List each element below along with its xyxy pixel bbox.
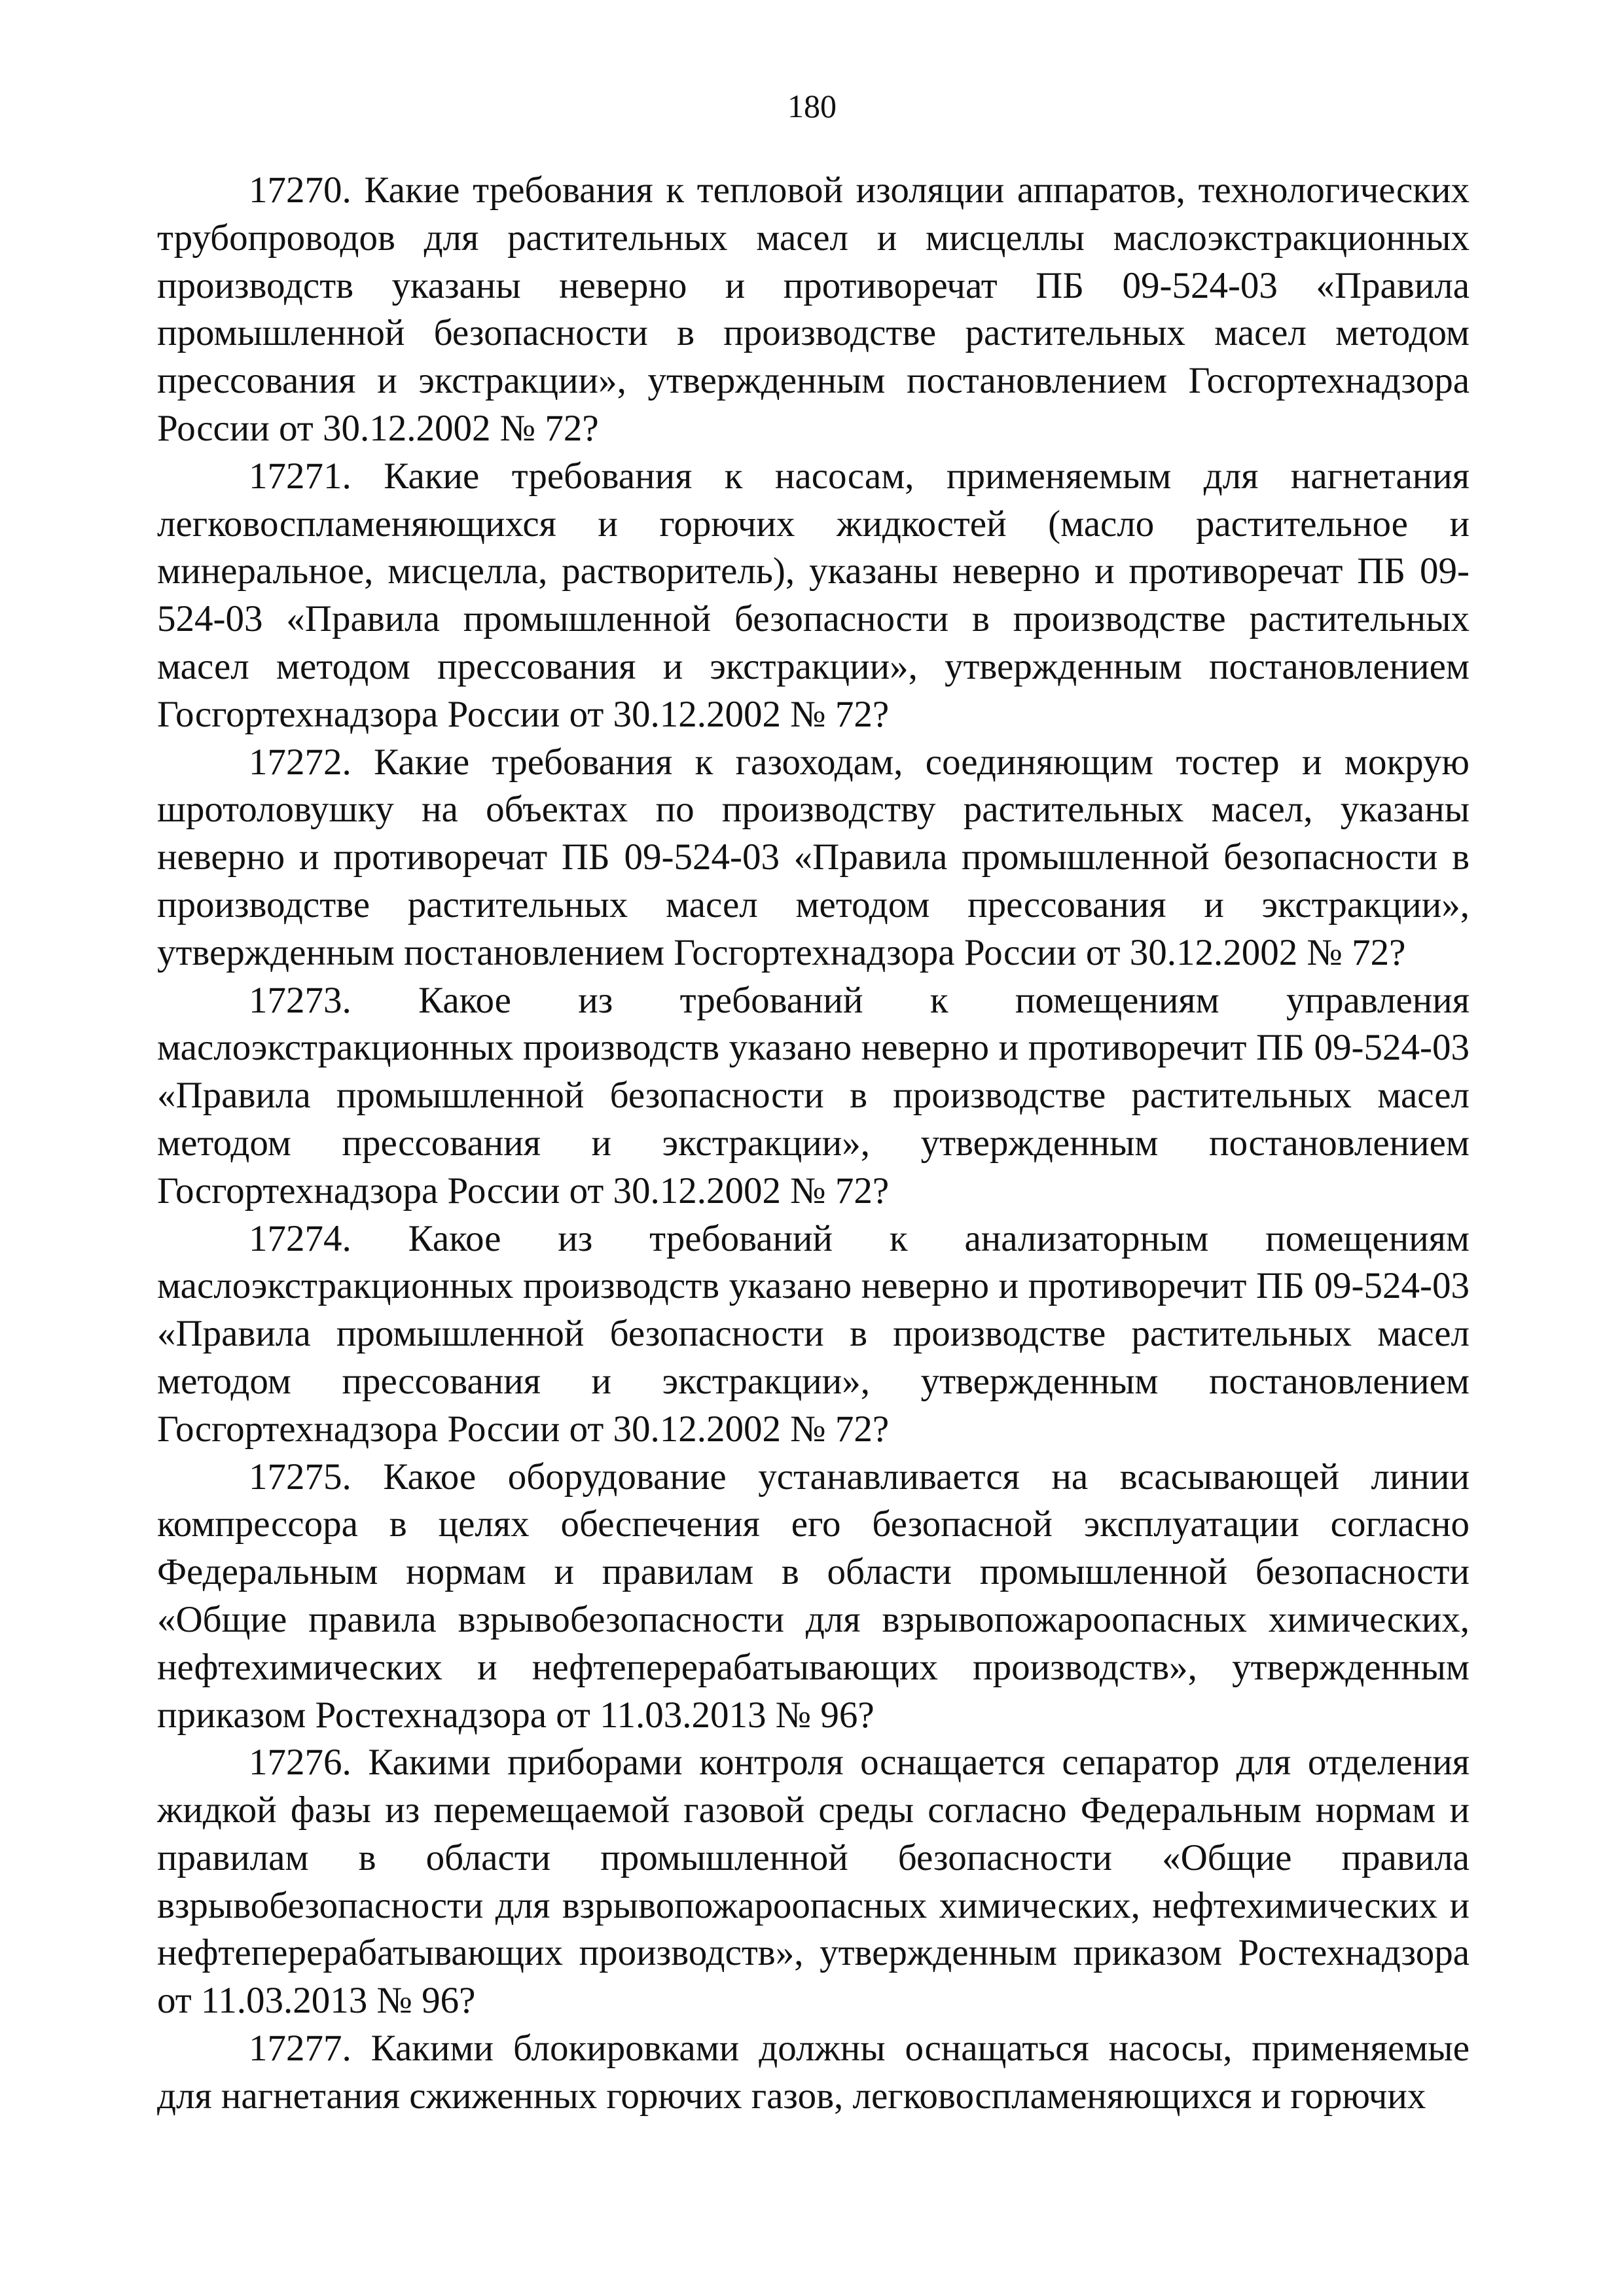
question-17277: 17277. Какими блокировками должны оснащаться насосы, применяемые для нагнетания сжиженных горючих газов, легковоспламеняющихся и горючих [157, 2028, 1470, 2117]
page-number: 180 [787, 88, 837, 124]
question-17271: 17271. Какие требования к насосам, применяемым для нагнетания легковоспламеняющихся и горючих жидкостей (масло растительное и минеральное, мисцелла, растворитель), указаны неверно и противоречат ПБ 09-524-03 «Правила промышленной безопасности в производстве растительных масел методом прессования и экстракции», утвержденным постановлением Госгортехнадзора России от 30.12.2002 № 72? [157, 455, 1470, 735]
question-17273: 17273. Какое из требований к помещениям управления маслоэкстракционных производств указано неверно и противоречит ПБ 09-524-03 «Правила промышленной безопасности в производстве растительных масел методом прессования и экстракции», утвержденным постановлением Госгортехнадзора России от 30.12.2002 № 72? [157, 979, 1470, 1211]
question-17275: 17275. Какое оборудование устанавливается на всасывающей линии компрессора в целях обеспечения его безопасной эксплуатации согласно Федеральным нормам и правилам в области промышленной безопасности «Общие правила взрывобезопасности для взрывопожароопасных химических, нефтехимических и нефтеперерабатывающих производств», утвержденным приказом Ростехнадзора от 11.03.2013 № 96? [157, 1456, 1470, 1736]
question-17270: 17270. Какие требования к тепловой изоляции аппаратов, технологических трубопроводов для растительных масел и мисцеллы маслоэкстракционных производств указаны неверно и противоречат ПБ 09-524-03 «Правила промышленной безопасности в производстве растительных масел методом прессования и экстракции», утвержденным постановлением Госгортехнадзора России от 30.12.2002 № 72? [157, 170, 1470, 449]
question-17276: 17276. Какими приборами контроля оснащается сепаратор для отделения жидкой фазы из перемещаемой газовой среды согласно Федеральным нормам и правилам в области промышленной безопасности «Общие правила взрывобезопасности для взрывопожароопасных химических, нефтехимических и нефтеперерабатывающих производств», утвержденным приказом Ростехнадзора от 11.03.2013 № 96? [157, 1742, 1470, 2022]
question-list [157, 167, 1470, 2121]
question-17272: 17272. Какие требования к газоходам, соединяющим тостер и мокрую шротоловушку на объектах по производству растительных масел, указаны неверно и противоречат ПБ 09-524-03 «Правила промышленной безопасности в производстве растительных масел методом прессования и экстракции», утвержденным постановлением Госгортехнадзора России от 30.12.2002 № 72? [157, 741, 1470, 973]
question-17274: 17274. Какое из требований к анализаторным помещениям маслоэкстракционных производств указано неверно и противоречит ПБ 09-524-03 «Правила промышленной безопасности в производстве растительных масел методом прессования и экстракции», утвержденным постановлением Госгортехнадзора России от 30.12.2002 № 72? [157, 1217, 1470, 1450]
